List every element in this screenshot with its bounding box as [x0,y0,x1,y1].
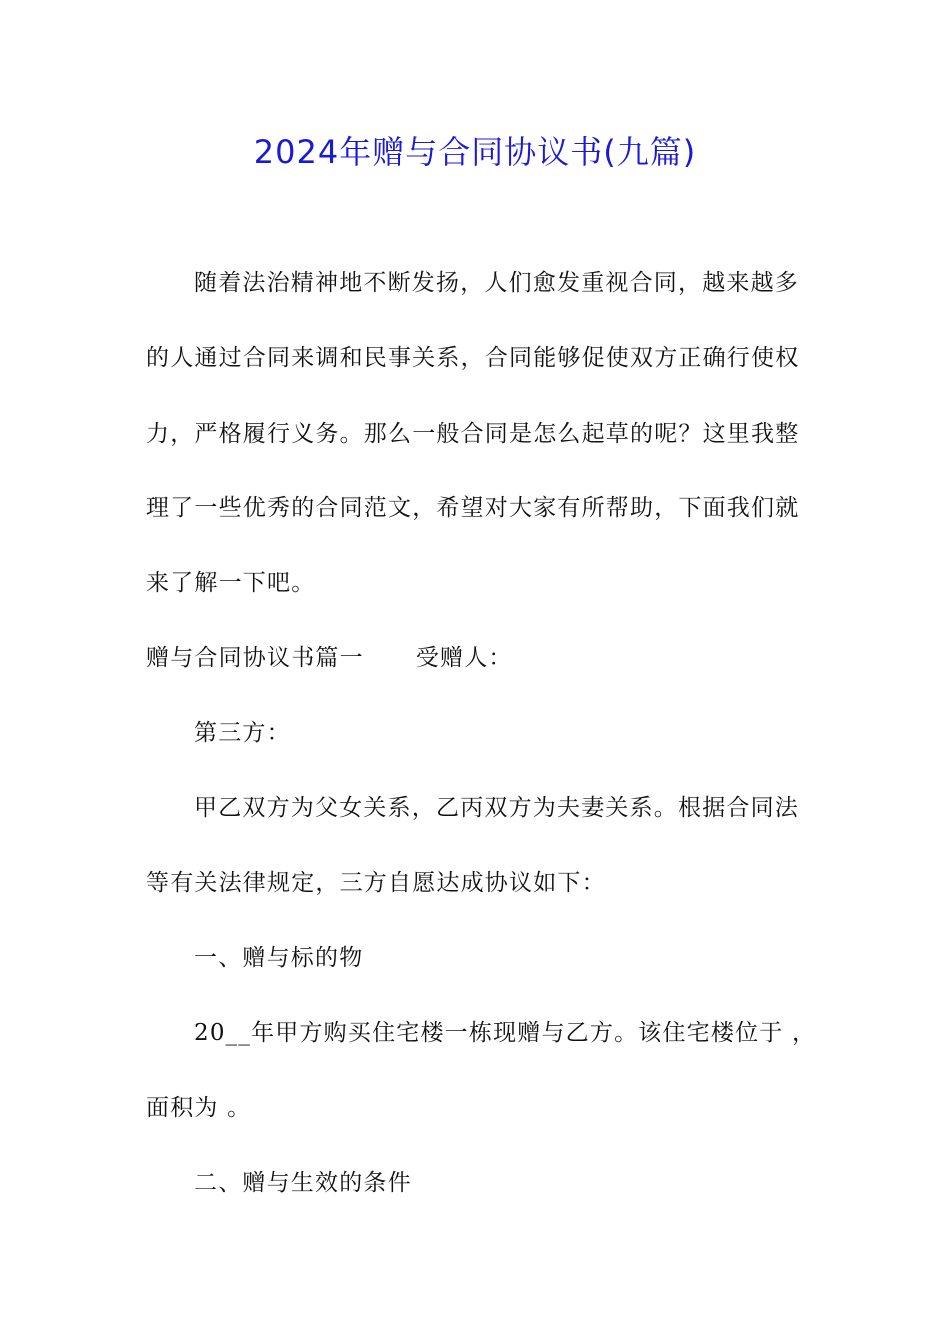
recipient-label: 受赠人： [415,645,513,671]
intro-line-4: 理了一些优秀的合同范文，希望对大家有所帮助，下面我们就 [146,495,800,521]
intro-line-5: 来了解一下吧。 [146,570,316,596]
document-title: 2024年赠与合同协议书(九篇) [253,133,697,171]
intro-line-3: 力，严格履行义务。那么一般合同是怎么起草的呢？这里我整 [146,421,800,447]
section-heading-row [146,643,816,673]
item1-heading: 一、赠与标的物 [194,945,364,971]
intro-line-1: 随着法治精神地不断发扬，人们愈发重视合同，越来越多 [194,270,799,296]
item1-line-1: 20__年甲方购买住宅楼一栋现赠与乙方。该住宅楼位于 ， [194,1020,816,1046]
third-party-label: 第三方： [194,720,291,746]
relationship-line-2: 等有关法律规定，三方自愿达成协议如下： [146,870,606,896]
intro-line-2: 的人通过合同来调和民事关系，合同能够促使双方正确行使权 [146,345,800,371]
section-heading: 赠与合同协议书篇一 [146,645,364,671]
item1-line-2: 面积为 。 [146,1095,252,1121]
item2-heading: 二、赠与生效的条件 [194,1170,412,1196]
relationship-line-1: 甲乙双方为父女关系，乙丙双方为夫妻关系。根据合同法 [194,795,799,821]
